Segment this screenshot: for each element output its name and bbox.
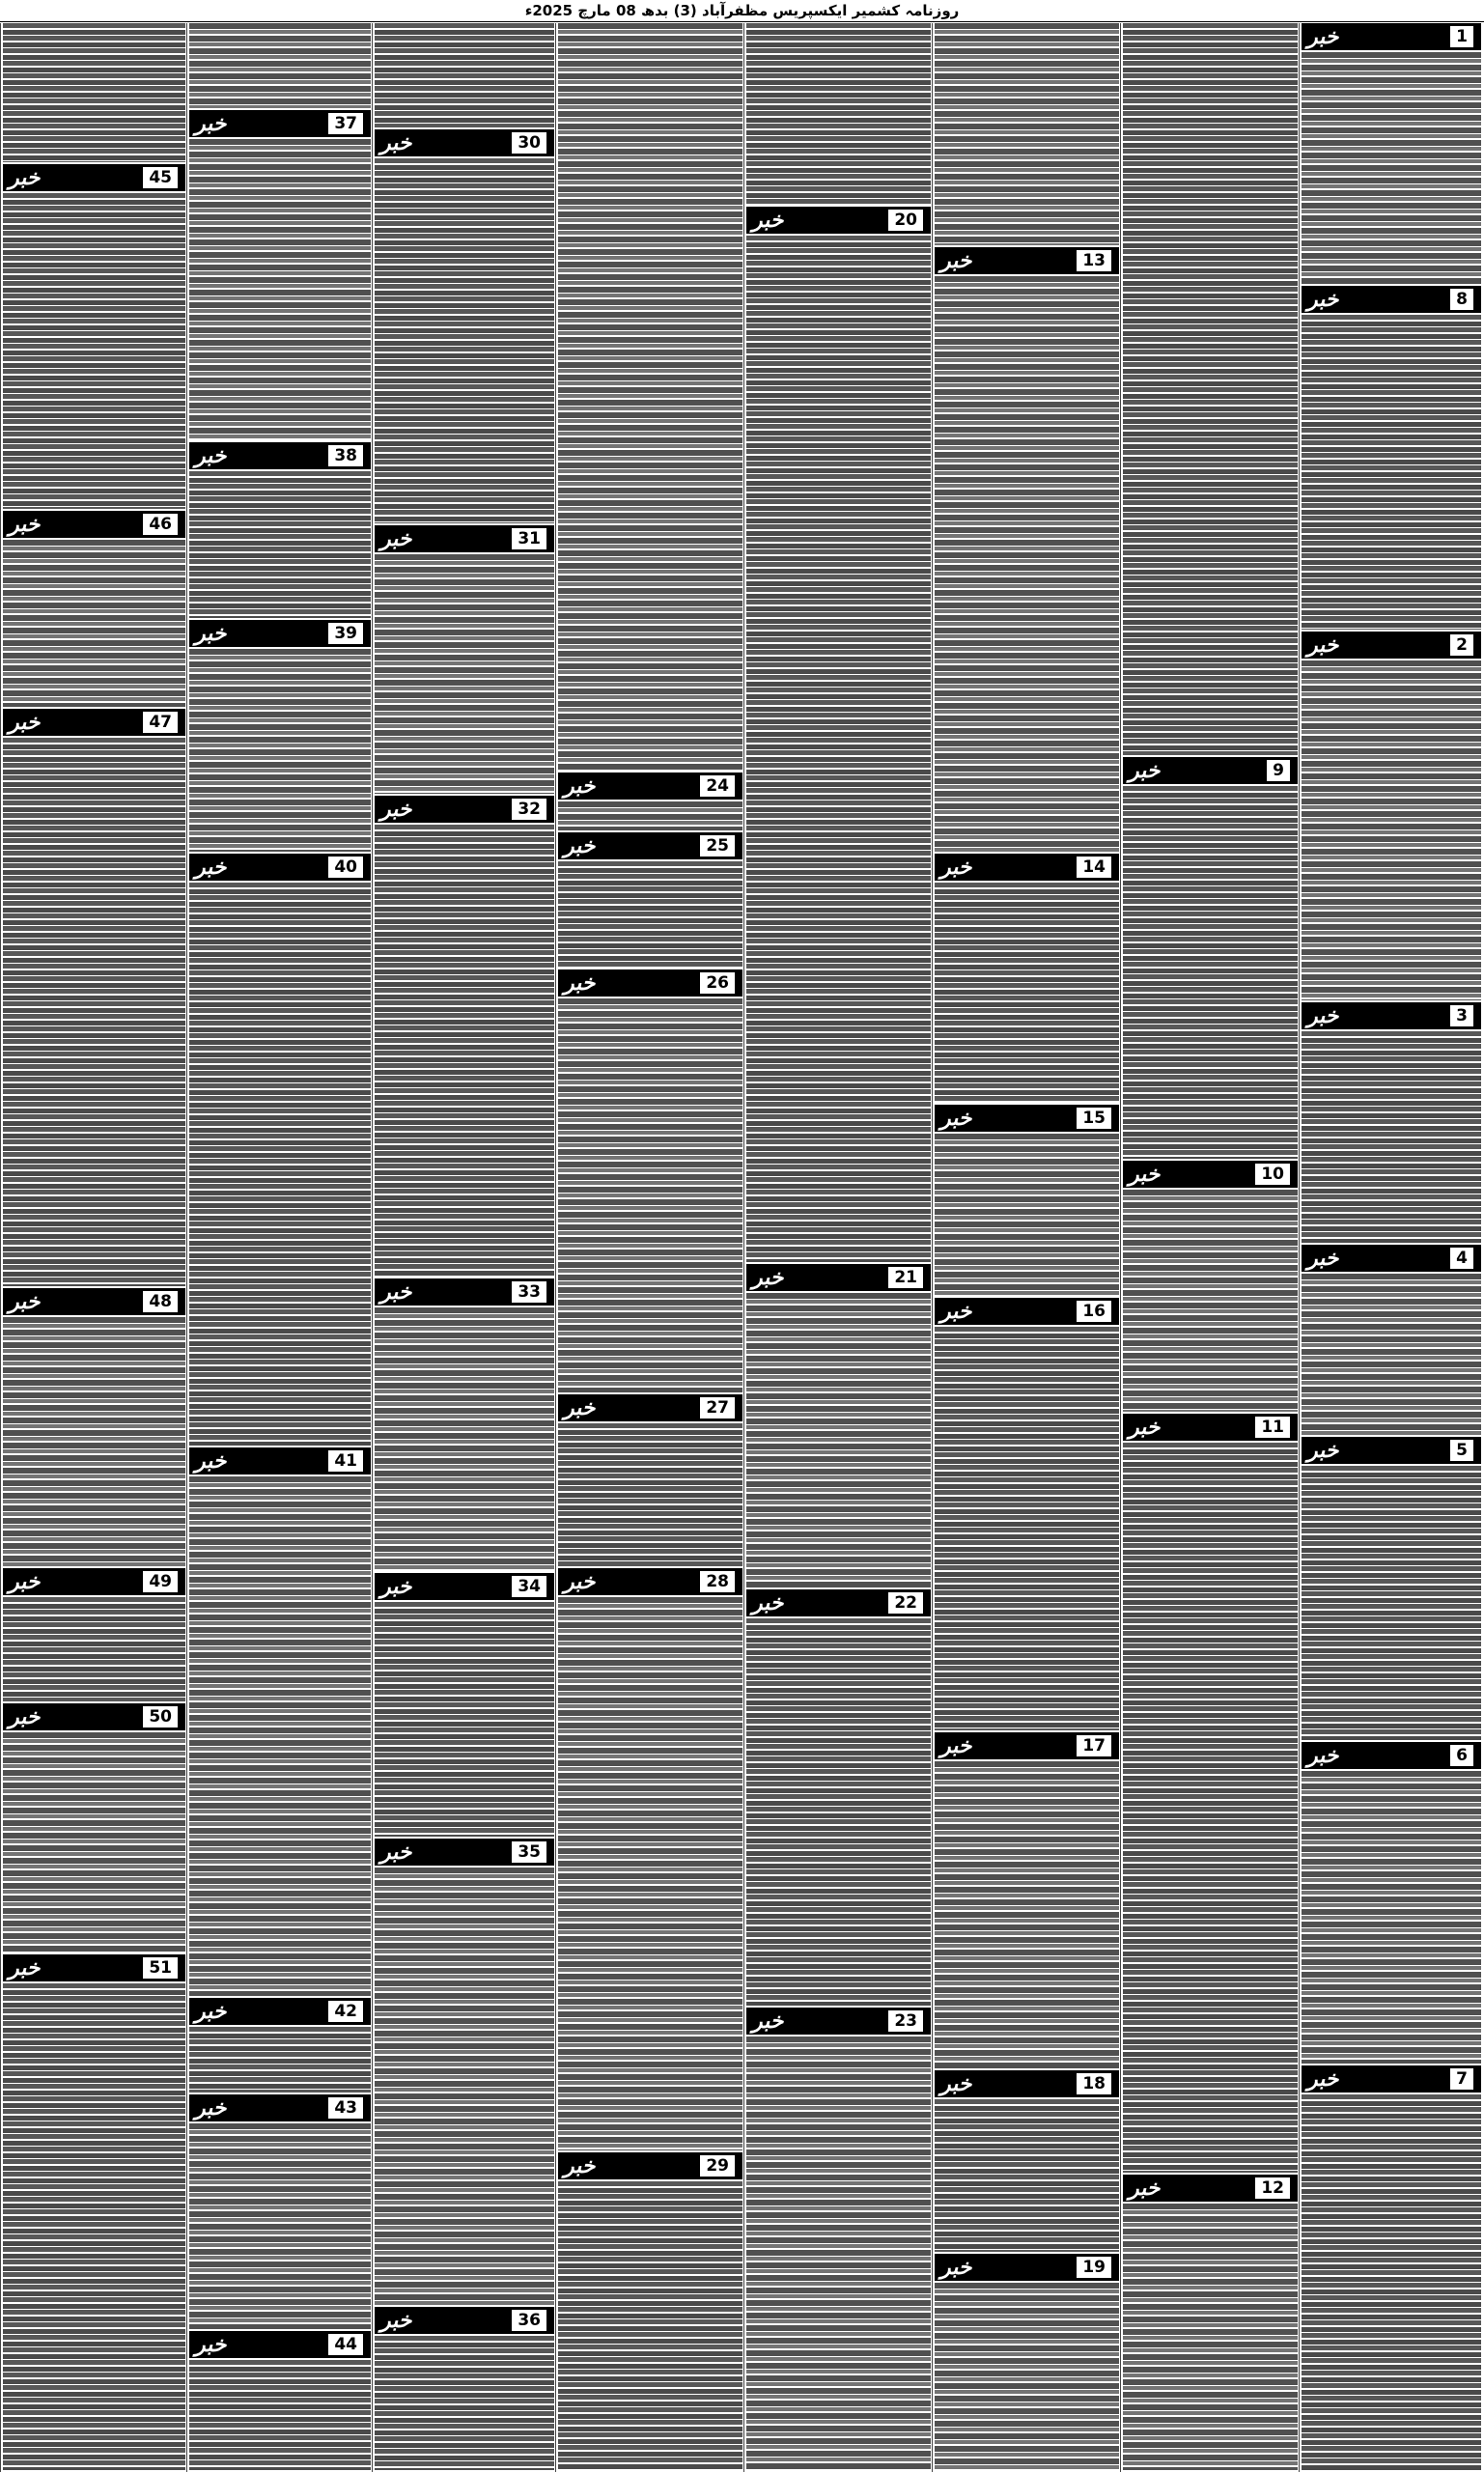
article-text-lines: [1302, 1466, 1481, 1740]
news-item-number: 17: [1075, 1733, 1113, 1758]
news-item-label: خبر: [940, 2071, 972, 2096]
page-column: [0, 23, 187, 2472]
news-item-label: خبر: [940, 1733, 972, 1758]
news-item-header: [375, 129, 554, 156]
news-item-header: [746, 207, 931, 234]
article-text-lines: [1302, 315, 1481, 630]
news-item-number: 39: [326, 621, 365, 646]
news-item-header: [189, 1447, 371, 1475]
news-item-number: 38: [326, 443, 365, 468]
news-item-number: 37: [326, 111, 365, 136]
article-text-lines: [3, 1732, 185, 1952]
news-item-header: [746, 1589, 931, 1616]
news-item: [1302, 1437, 1481, 1742]
page-column: [1299, 23, 1483, 2472]
newspaper-masthead: روزنامہ کشمیر ایکسپریس مظفرآباد (3) بدھ 08 مارچ 2025ء: [0, 0, 1484, 22]
continued-article-text: [375, 23, 554, 129]
news-item-number: 21: [886, 1265, 925, 1290]
news-item: [1302, 632, 1481, 1002]
news-item-label: خبر: [9, 165, 41, 190]
article-text-lines: [1302, 660, 1481, 1000]
news-item-number: 26: [698, 970, 737, 996]
news-item-header: [746, 1264, 931, 1291]
news-item-label: خبر: [9, 1289, 41, 1314]
news-item: [746, 2008, 931, 2472]
news-item-header: [935, 1105, 1119, 1132]
news-item-label: خبر: [940, 855, 972, 880]
news-item-label: خبر: [1307, 1438, 1339, 1463]
news-item-number: 45: [141, 165, 180, 190]
news-item-label: خبر: [9, 1704, 41, 1729]
news-item-label: خبر: [380, 1840, 412, 1865]
continued-article-text: [1123, 23, 1298, 757]
news-item-header: [1302, 2065, 1481, 2093]
news-item-number: 43: [326, 2095, 365, 2121]
article-text-lines: [189, 2027, 371, 2093]
news-item-label: خبر: [380, 797, 412, 822]
article-text-lines: [1123, 1190, 1298, 1412]
news-item-label: خبر: [9, 710, 41, 735]
article-text-lines: [935, 883, 1119, 1103]
news-item-header: [1302, 1245, 1481, 1272]
article-text-lines: [935, 2283, 1119, 2470]
news-item: [935, 2254, 1119, 2472]
article-text-lines: [746, 23, 931, 205]
news-item-number: 16: [1075, 1299, 1113, 1324]
article-text-lines: [1302, 1031, 1481, 1243]
news-item-label: خبر: [752, 208, 784, 233]
news-item-number: 27: [698, 1395, 737, 1420]
news-item-label: خبر: [380, 130, 412, 155]
news-item-header: [3, 709, 185, 736]
news-item: [3, 1568, 185, 1703]
news-item-label: خبر: [1307, 2066, 1339, 2092]
news-item-number: 11: [1253, 1415, 1292, 1440]
news-item-number: 48: [141, 1289, 180, 1314]
article-text-lines: [1123, 23, 1298, 755]
news-item: [558, 969, 742, 1394]
article-text-lines: [3, 1597, 185, 1701]
news-item-number: 50: [141, 1704, 180, 1729]
news-item: [935, 2070, 1119, 2254]
news-item-header: [189, 1998, 371, 2025]
news-item: [189, 2094, 371, 2331]
news-item-header: [3, 1288, 185, 1315]
news-item-number: 40: [326, 855, 365, 880]
news-item-label: خبر: [564, 970, 596, 996]
news-item: [1302, 286, 1481, 632]
news-item-header: [558, 1394, 742, 1421]
news-item: [3, 1288, 185, 1568]
page-column: [372, 23, 556, 2472]
news-item: [935, 1732, 1119, 2070]
article-text-lines: [375, 1602, 554, 1837]
news-item-label: خبر: [195, 443, 227, 468]
news-item-number: 33: [510, 1279, 548, 1305]
news-item-label: خبر: [380, 2308, 412, 2333]
news-item: [1302, 1245, 1481, 1437]
news-item-label: خبر: [380, 526, 412, 551]
news-item-header: [1302, 632, 1481, 659]
news-item-label: خبر: [940, 1106, 972, 1131]
news-item-number: 9: [1265, 758, 1292, 783]
continued-article-text: [746, 23, 931, 207]
article-text-lines: [189, 883, 371, 1446]
news-item-header: [375, 1278, 554, 1306]
news-item: [1302, 23, 1481, 286]
article-text-lines: [558, 1597, 742, 2150]
news-item-number: 34: [510, 1574, 548, 1599]
news-item-header: [935, 854, 1119, 881]
article-text-lines: [1302, 1274, 1481, 1435]
news-item-number: 29: [698, 2153, 737, 2178]
news-item-number: 51: [141, 1955, 180, 1980]
news-item: [1302, 2065, 1481, 2472]
news-item-number: 10: [1253, 1162, 1292, 1187]
news-item-label: خبر: [1307, 1003, 1339, 1028]
news-item-header: [935, 1298, 1119, 1325]
news-item: [1123, 2175, 1298, 2472]
news-item-label: خبر: [1129, 1162, 1161, 1187]
news-item-number: 6: [1448, 1743, 1475, 1768]
article-text-lines: [558, 2181, 742, 2470]
page-column: [186, 23, 373, 2472]
news-item-header: [189, 2331, 371, 2358]
news-item-header: [1302, 1002, 1481, 1029]
news-item-label: خبر: [1307, 1743, 1339, 1768]
article-text-lines: [558, 1423, 742, 1566]
news-item-number: 35: [510, 1840, 548, 1865]
news-item-number: 46: [141, 512, 180, 537]
news-item: [189, 854, 371, 1447]
news-item-header: [935, 2070, 1119, 2097]
article-text-lines: [935, 276, 1119, 852]
news-item: [189, 2331, 371, 2472]
news-item-number: 36: [510, 2308, 548, 2333]
page-column: [555, 23, 744, 2472]
news-item: [1123, 1414, 1298, 2175]
article-text-lines: [189, 2123, 371, 2329]
news-item-header: [3, 1703, 185, 1730]
news-item-number: 20: [886, 208, 925, 233]
news-item-label: خبر: [195, 2332, 227, 2357]
news-item-number: 41: [326, 1448, 365, 1474]
continued-article-text: [558, 23, 742, 772]
news-item: [935, 1298, 1119, 1732]
news-item-number: 42: [326, 1999, 365, 2024]
article-text-lines: [1302, 52, 1481, 284]
news-item: [558, 2152, 742, 2472]
article-text-lines: [3, 738, 185, 1286]
article-text-lines: [1123, 786, 1298, 1159]
news-item-label: خبر: [380, 1279, 412, 1305]
news-item: [189, 620, 371, 854]
article-text-lines: [935, 1327, 1119, 1730]
news-item: [189, 1998, 371, 2094]
news-item-number: 23: [886, 2008, 925, 2034]
news-item-label: خبر: [752, 1265, 784, 1290]
news-item-number: 4: [1448, 1246, 1475, 1271]
news-item-header: [375, 2307, 554, 2334]
article-text-lines: [375, 23, 554, 127]
news-item-number: 32: [510, 797, 548, 822]
news-item: [3, 164, 185, 511]
news-item: [1302, 1002, 1481, 1245]
news-item-number: 1: [1448, 24, 1475, 49]
article-text-lines: [189, 471, 371, 618]
article-text-lines: [375, 158, 554, 523]
news-item-label: خبر: [195, 855, 227, 880]
news-item-header: [189, 2094, 371, 2121]
news-item-number: 3: [1448, 1003, 1475, 1028]
news-item-label: خبر: [1307, 1246, 1339, 1271]
news-item: [375, 525, 554, 796]
news-item-header: [1123, 757, 1298, 784]
news-item-label: خبر: [564, 1395, 596, 1420]
news-item-header: [1302, 1437, 1481, 1464]
news-item: [558, 1568, 742, 2152]
article-text-lines: [189, 139, 371, 440]
article-text-lines: [3, 1317, 185, 1566]
news-item-header: [1123, 1161, 1298, 1188]
news-item-label: خبر: [195, 2095, 227, 2121]
news-item-number: 13: [1075, 248, 1113, 273]
news-item-header: [558, 1568, 742, 1595]
article-text-lines: [935, 1134, 1119, 1296]
news-item: [375, 1573, 554, 1839]
news-item-number: 15: [1075, 1106, 1113, 1131]
article-text-lines: [746, 236, 931, 1262]
news-item-label: خبر: [195, 621, 227, 646]
news-item: [1123, 1161, 1298, 1414]
article-text-lines: [558, 23, 742, 771]
news-item: [558, 772, 742, 832]
news-item-header: [189, 854, 371, 881]
news-item-number: 5: [1448, 1438, 1475, 1463]
news-item-number: 14: [1075, 855, 1113, 880]
news-item-number: 8: [1448, 287, 1475, 312]
news-item-label: خبر: [1129, 2176, 1161, 2201]
news-item-label: خبر: [564, 1569, 596, 1594]
article-text-lines: [935, 1761, 1119, 2068]
news-item-number: 47: [141, 710, 180, 735]
article-text-lines: [746, 1293, 931, 1587]
news-item-label: خبر: [195, 1448, 227, 1474]
article-text-lines: [746, 1618, 931, 2006]
article-text-lines: [746, 2037, 931, 2470]
article-text-lines: [3, 193, 185, 509]
continued-article-text: [3, 23, 185, 164]
page-column: [743, 23, 933, 2472]
news-item: [1302, 1742, 1481, 2065]
news-item: [558, 1394, 742, 1568]
news-item-header: [558, 2152, 742, 2179]
news-item-number: 7: [1448, 2066, 1475, 2092]
article-text-lines: [1123, 1443, 1298, 2173]
news-item: [746, 1264, 931, 1589]
news-item-label: خبر: [1129, 1415, 1161, 1440]
news-item-header: [375, 1839, 554, 1866]
news-item-header: [935, 2254, 1119, 2281]
news-item-number: 18: [1075, 2071, 1113, 2096]
article-text-lines: [935, 2099, 1119, 2252]
news-item-label: خبر: [564, 773, 596, 799]
news-item-label: خبر: [380, 1574, 412, 1599]
news-item-header: [189, 442, 371, 469]
news-item-label: خبر: [1307, 287, 1339, 312]
continued-article-text: [189, 23, 371, 110]
news-item-header: [189, 110, 371, 137]
article-text-lines: [189, 649, 371, 852]
news-item: [3, 1954, 185, 2472]
news-item-number: 2: [1448, 632, 1475, 658]
article-text-lines: [375, 1868, 554, 2305]
news-item-number: 49: [141, 1569, 180, 1594]
news-item: [375, 129, 554, 525]
news-item-number: 24: [698, 773, 737, 799]
news-item: [375, 2307, 554, 2472]
news-item: [189, 442, 371, 620]
news-item-label: خبر: [195, 1999, 227, 2024]
news-item: [935, 1105, 1119, 1298]
article-text-lines: [1302, 2094, 1481, 2470]
news-item-number: 19: [1075, 2255, 1113, 2280]
news-item-header: [3, 511, 185, 538]
news-item-header: [3, 1568, 185, 1595]
article-text-lines: [3, 540, 185, 707]
continued-article-text: [935, 23, 1119, 247]
news-item-header: [558, 772, 742, 800]
article-text-lines: [189, 1476, 371, 1996]
news-item-label: خبر: [195, 111, 227, 136]
news-item-header: [558, 832, 742, 859]
news-item-header: [1123, 1414, 1298, 1441]
article-text-lines: [375, 2336, 554, 2470]
news-item-header: [3, 1954, 185, 1981]
page-column: [1120, 23, 1300, 2472]
article-text-lines: [3, 1983, 185, 2470]
news-item-header: [935, 1732, 1119, 1759]
news-item: [935, 854, 1119, 1105]
news-item: [375, 1839, 554, 2307]
news-item: [189, 110, 371, 442]
news-item-number: 44: [326, 2332, 365, 2357]
news-item-header: [558, 969, 742, 997]
article-text-lines: [558, 801, 742, 830]
news-item-label: خبر: [1307, 24, 1339, 49]
news-item-header: [375, 796, 554, 823]
news-item-number: 12: [1253, 2176, 1292, 2201]
news-item-header: [1302, 23, 1481, 50]
news-item: [746, 207, 931, 1264]
news-item-header: [1123, 2175, 1298, 2202]
news-item-number: 25: [698, 833, 737, 858]
news-item: [1123, 757, 1298, 1161]
news-item-label: خبر: [9, 1955, 41, 1980]
news-item-header: [189, 620, 371, 647]
news-item: [3, 511, 185, 709]
news-item-number: 28: [698, 1569, 737, 1594]
news-item-header: [3, 164, 185, 191]
article-text-lines: [189, 23, 371, 108]
news-item-number: 22: [886, 1590, 925, 1615]
news-item-label: خبر: [9, 512, 41, 537]
news-item-label: خبر: [564, 833, 596, 858]
news-item: [935, 247, 1119, 854]
news-item: [746, 1589, 931, 2008]
news-item-header: [1302, 286, 1481, 313]
news-item-number: 30: [510, 130, 548, 155]
news-item-header: [746, 2008, 931, 2035]
news-item-header: [375, 525, 554, 552]
news-item-label: خبر: [1129, 758, 1161, 783]
news-item-label: خبر: [564, 2153, 596, 2178]
news-item: [189, 1447, 371, 1998]
news-item-label: خبر: [752, 1590, 784, 1615]
article-text-lines: [558, 998, 742, 1392]
news-item: [375, 1278, 554, 1573]
news-item-label: خبر: [1307, 632, 1339, 658]
article-text-lines: [1123, 2204, 1298, 2470]
news-item-label: خبر: [940, 248, 972, 273]
article-text-lines: [1302, 1771, 1481, 2064]
news-item-label: خبر: [940, 2255, 972, 2280]
news-item: [558, 832, 742, 969]
article-text-lines: [558, 861, 742, 968]
news-item: [3, 709, 185, 1288]
news-item-label: خبر: [9, 1569, 41, 1594]
article-text-lines: [189, 2360, 371, 2470]
article-text-lines: [935, 23, 1119, 245]
news-item: [375, 796, 554, 1278]
page-column: [932, 23, 1121, 2472]
article-text-lines: [375, 554, 554, 794]
news-item-header: [1302, 1742, 1481, 1769]
news-item: [3, 1703, 185, 1954]
news-item-number: 31: [510, 526, 548, 551]
article-text-lines: [3, 23, 185, 162]
article-text-lines: [375, 825, 554, 1277]
news-item-header: [375, 1573, 554, 1600]
news-item-label: خبر: [940, 1299, 972, 1324]
news-item-label: خبر: [752, 2008, 784, 2034]
news-item-header: [935, 247, 1119, 274]
article-text-lines: [375, 1307, 554, 1571]
